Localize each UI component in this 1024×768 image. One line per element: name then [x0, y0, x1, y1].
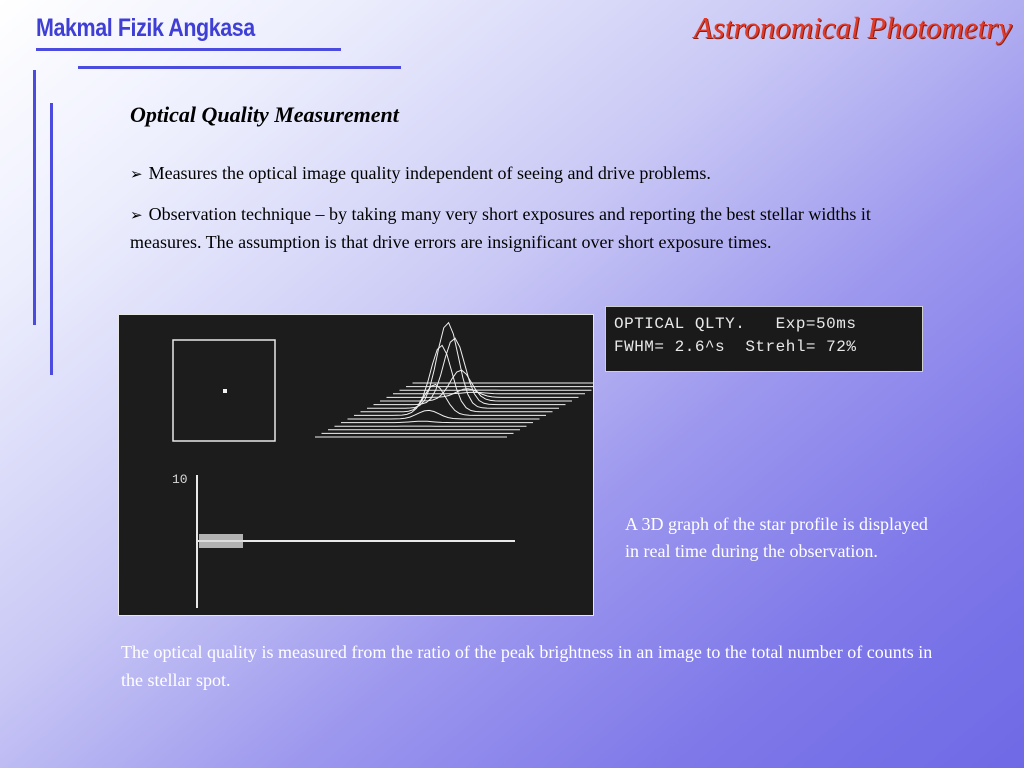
mesh-line — [354, 385, 546, 416]
arrow-bullet-icon: ➢ — [130, 165, 143, 183]
figure-caption: A 3D graph of the star profile is displayed in real time during the observation. — [625, 514, 928, 561]
side-rule-inner — [50, 103, 53, 375]
bullet-text: Measures the optical image quality independent of seeing and drive problems. — [148, 163, 711, 183]
mesh-line — [374, 338, 566, 404]
lab-title: Makmal Fizik Angkasa — [36, 14, 255, 42]
star-profile-image — [118, 314, 594, 616]
readout-line-2: FWHM= 2.6^s Strehl= 72% — [614, 338, 857, 356]
slide-topic-title: Astronomical Photometry — [693, 10, 1012, 45]
bullet-item — [130, 160, 890, 188]
mesh-line — [393, 392, 585, 393]
measurement-readout — [605, 306, 923, 372]
mesh-line — [361, 345, 553, 411]
mesh-line — [367, 323, 559, 409]
mesh-line — [341, 421, 533, 422]
footer-paragraph: The optical quality is measured from the ratio of the peak brightness in an image to the total number of counts in the stellar spot. — [121, 642, 933, 690]
axis-tick-label: 10 — [172, 472, 188, 487]
star-point — [223, 389, 227, 393]
readout-line-1: OPTICAL QLTY. Exp=50ms — [614, 315, 857, 333]
side-rule-outer — [33, 70, 36, 325]
header-rule-bottom — [78, 66, 401, 69]
header-rule-top — [36, 48, 341, 51]
bullet-item — [130, 201, 890, 256]
arrow-bullet-icon: ➢ — [130, 206, 143, 224]
section-title: Optical Quality Measurement — [130, 102, 399, 127]
trace-noise — [199, 534, 243, 548]
star-3d-mesh — [315, 323, 593, 437]
star-profile-graphic — [119, 315, 593, 615]
bullet-text: Observation technique – by taking many very short exposures and reporting the best stellar widths it measures. The assumption is that drive errors are insignificant over short exposure times. — [130, 204, 871, 252]
